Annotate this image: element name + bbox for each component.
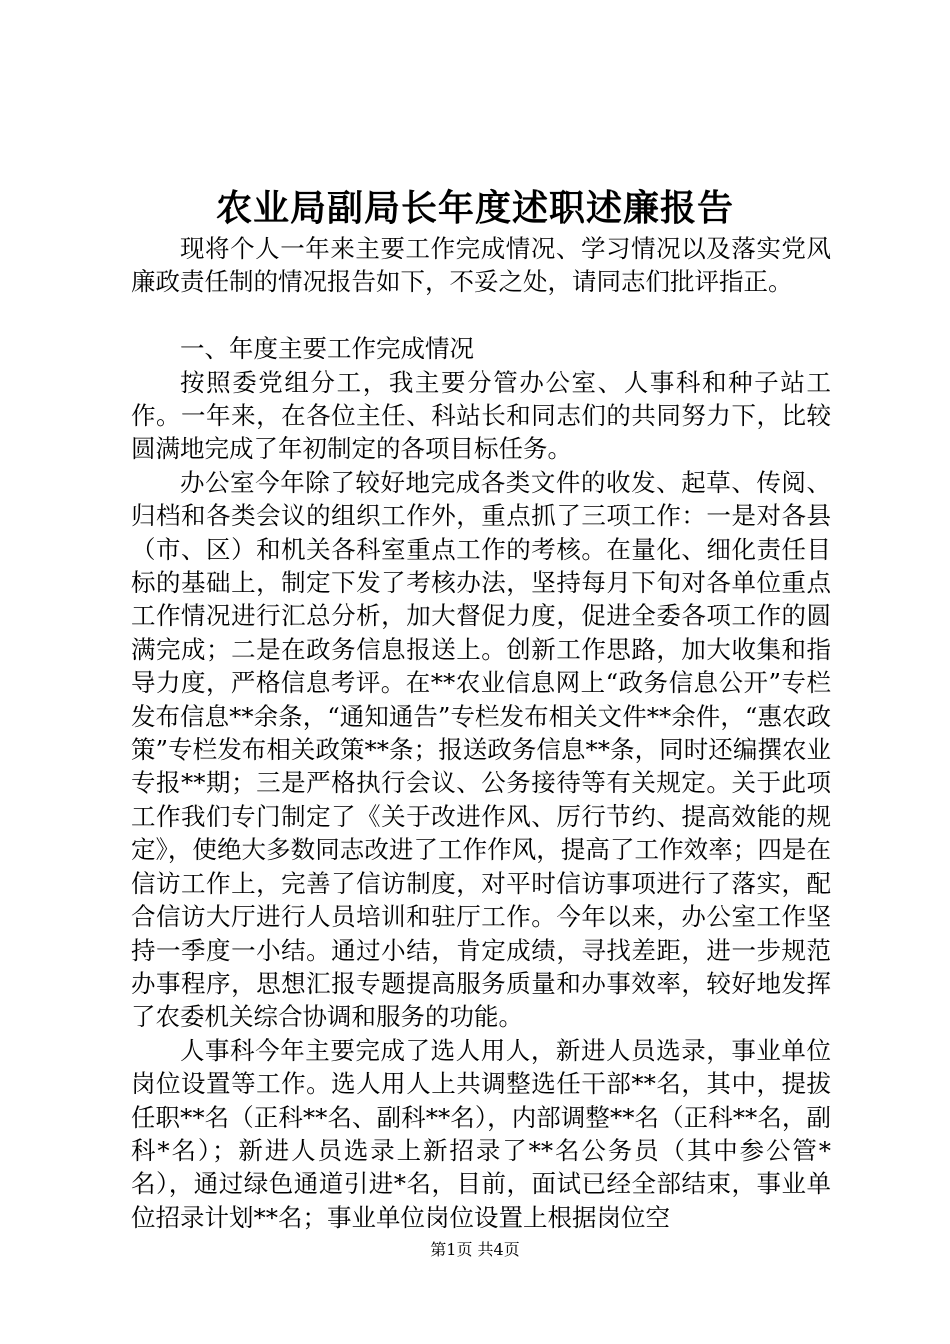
body-paragraph: 办公室今年除了较好地完成各类文件的收发、起草、传阅、归档和各类会议的组织工作外，重点抓了三项工作：一是对各县（市、区）和机关各科室重点工作的考核。在量化、细化责任目标的基础上，制定下发了考核办法，坚持每月下旬对各单位重点工作情况进行汇总分析，加大督促力度，促进全委各项工作的圆满完成；二是在政务信息报送上。创新工作思路，加大收集和指导力度，严格信息考评。在**农业信息网上“政务信息公开”专栏发布信息**余条，“通知通告”专栏发布相关文件**余件，“惠农政策”专栏发布相关政策**条；报送政务信息**条，同时还编撰农业专报**期；三是严格执行会议、公务接待等有关规定。关于此项工作我们专门制定了《关于改进作风、厉行节约、提高效能的规定》，使绝大多数同志改进了工作作风，提高了工作效率；四是在信访工作上，完善了信访制度，对平时信访事项进行了落实，配合信访大厅进行人员培训和驻厅工作。今年以来，办公室工作坚持一季度一小结。通过小结，肯定成绩，寻找差距，进一步规范办事程序，思想汇报专题提高服务质量和办事效率，较好地发挥了农委机关综合协调和服务的功能。 xyxy=(131,467,831,1032)
intro-paragraph: 现将个人一年来主要工作完成情况、学习情况以及落实党风廉政责任制的情况报告如下，不妥之处，请同志们批评指正。 xyxy=(131,234,831,297)
paragraph-spacer xyxy=(131,299,831,332)
section-heading: 一、年度主要工作完成情况 xyxy=(180,334,474,364)
body-paragraph: 按照委党组分工，我主要分管办公室、人事科和种子站工作。一年来，在各位主任、科站长和同志们的共同努力下，比较圆满地完成了年初制定的各项目标任务。 xyxy=(131,367,831,464)
document-body xyxy=(131,232,831,1234)
body-paragraph: 人事科今年主要完成了选人用人，新进人员选录，事业单位岗位设置等工作。选人用人上共调整选任干部**名，其中，提拔任职**名（正科**名、副科**名），内部调整**名（正科**名，副科*名）；新进人员选录上新招录了**名公务员（其中参公管*名），通过绿色通道引进*名，目前，面试已经全部结束，事业单位招录计划**名；事业单位岗位设置上根据岗位空 xyxy=(131,1035,831,1232)
document-title: 农业局副局长年度述职述廉报告 xyxy=(215,187,734,229)
page-footer: 第1页 共4页 xyxy=(430,1240,520,1259)
